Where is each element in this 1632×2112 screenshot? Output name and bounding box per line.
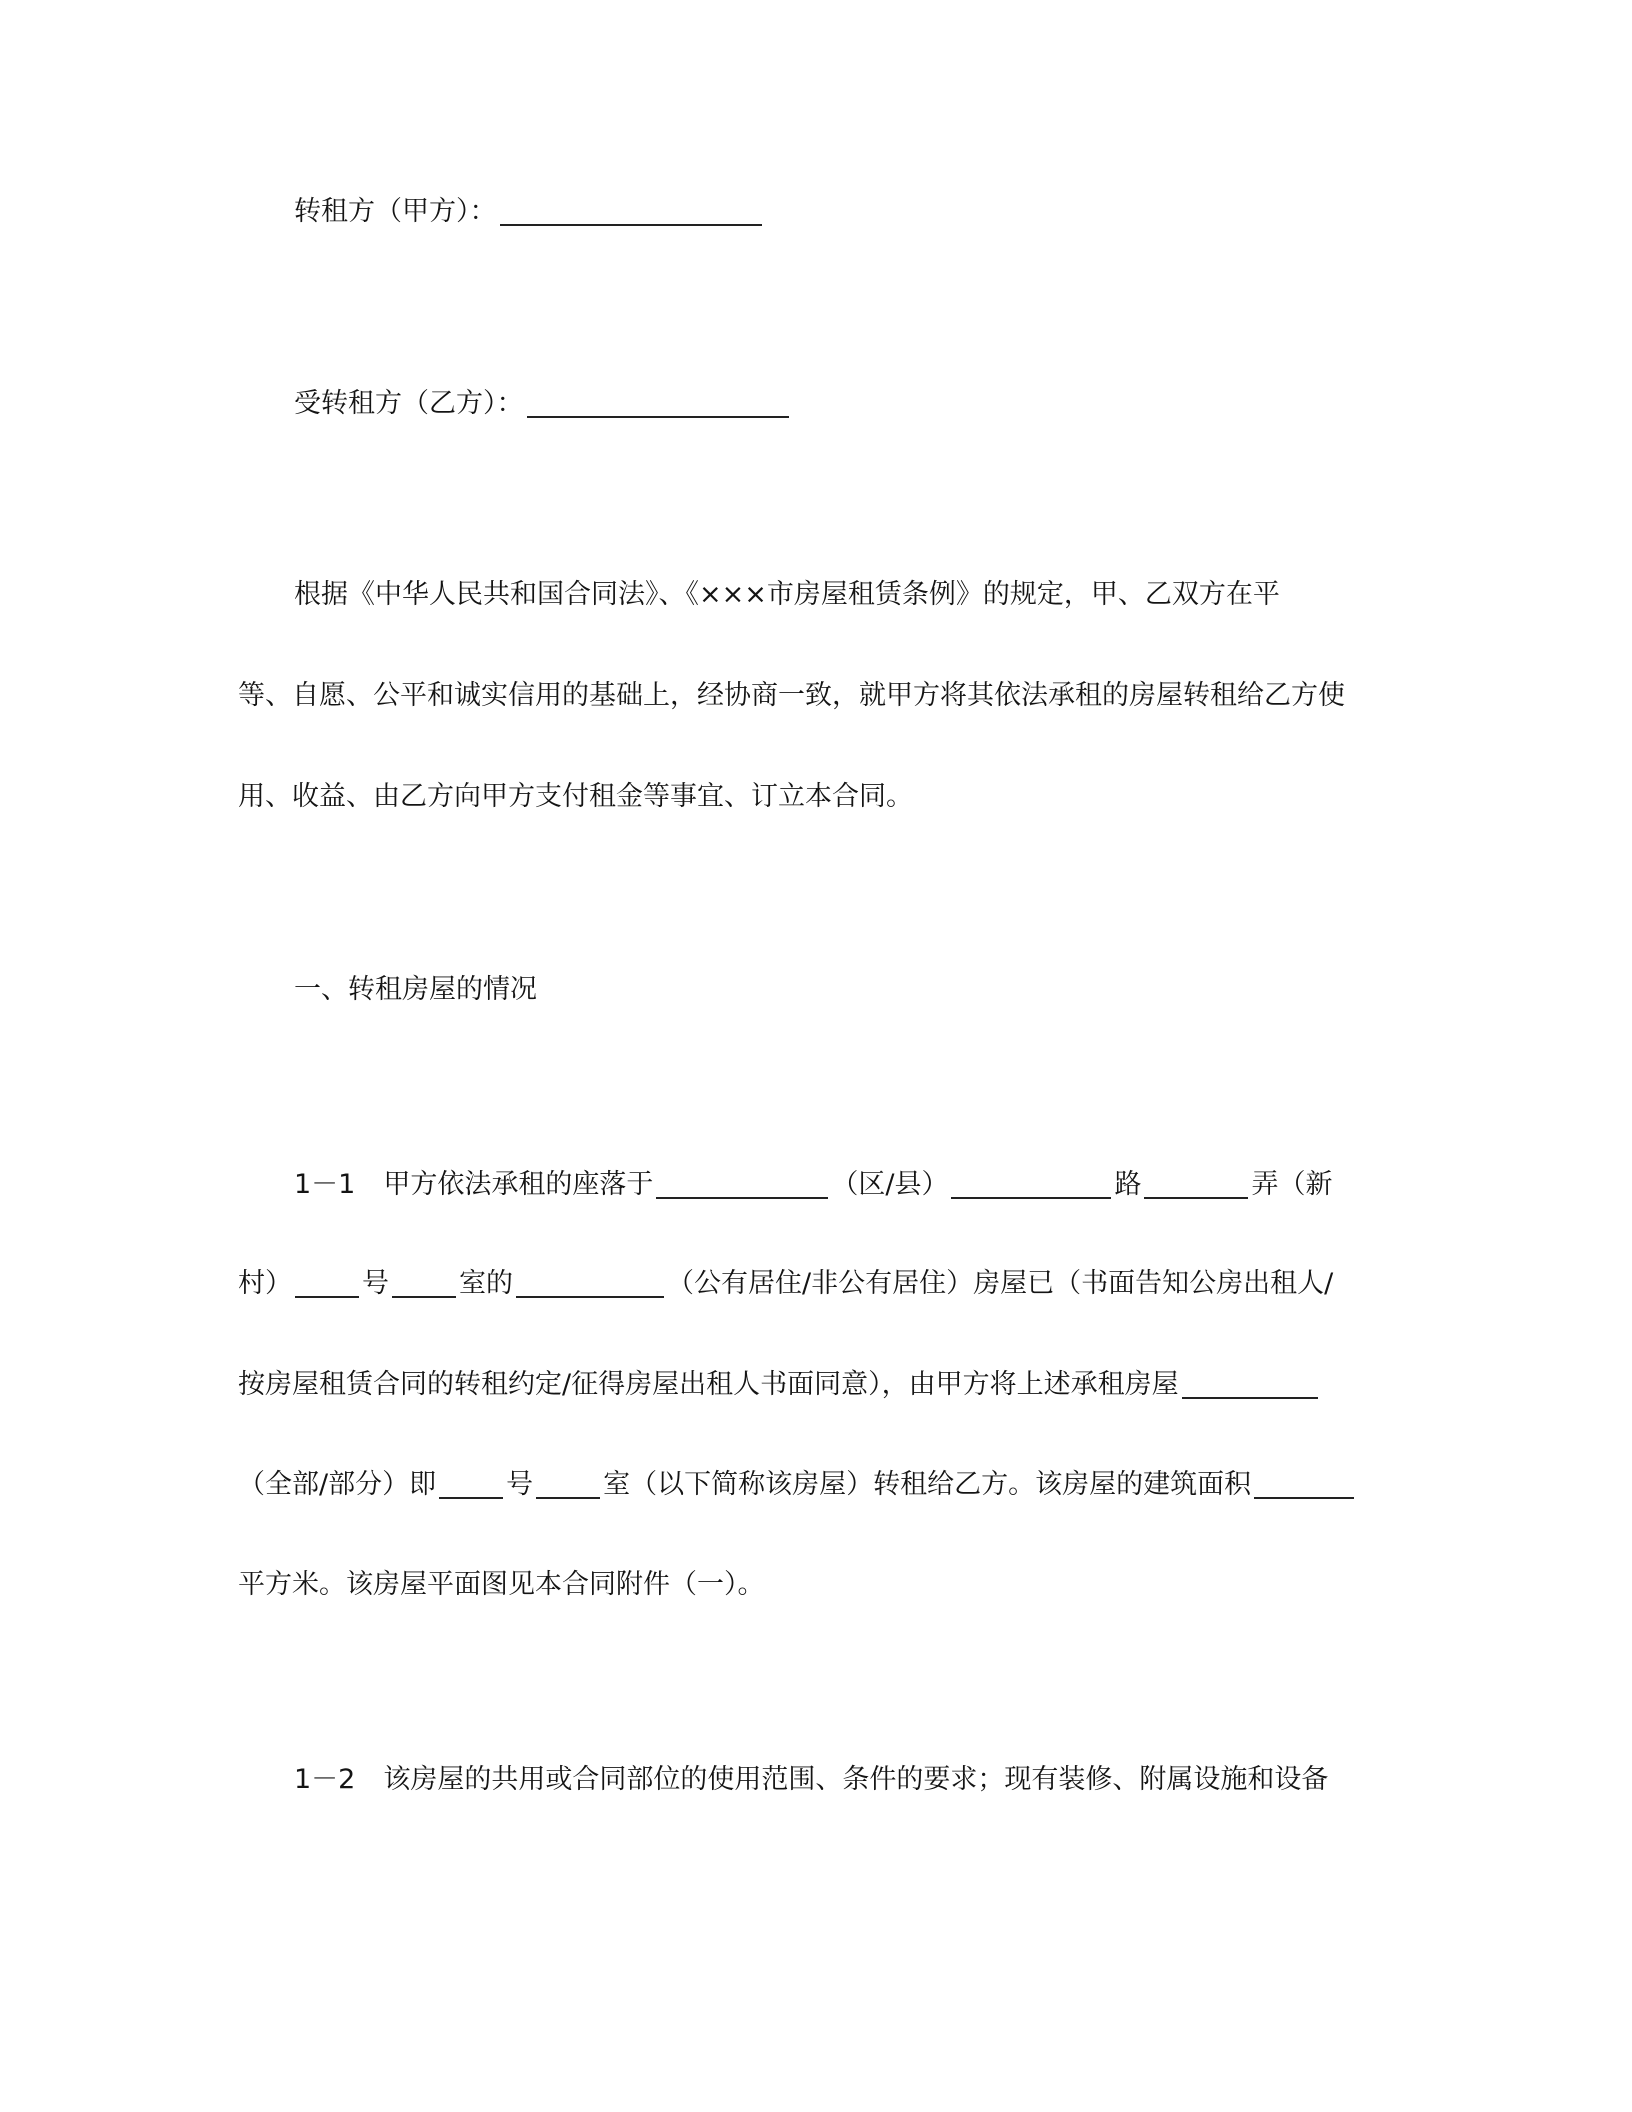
sublet-scope-blank[interactable]	[1182, 1365, 1318, 1399]
building-number-blank[interactable]	[295, 1264, 359, 1298]
clause-1-1-text-g: 室的	[459, 1268, 513, 1299]
sublet-room-blank[interactable]	[536, 1465, 600, 1499]
clause-1-1-text-k: 号	[506, 1469, 534, 1500]
clause-1-1-line-5: 平方米。该房屋平面图见本合同附件（一）。	[238, 1569, 765, 1600]
district-blank[interactable]	[656, 1165, 828, 1199]
clause-1-2-number: 1－2	[294, 1764, 356, 1795]
section-1-heading: 一、转租房屋的情况	[294, 974, 537, 1005]
clause-1-1-text-c: 路	[1114, 1169, 1142, 1200]
sublessee-label: 受转租方（乙方）：	[294, 388, 524, 419]
clause-1-2-text: 该房屋的共用或合同部位的使用范围、条件的要求；现有装修、附属设施和设备	[383, 1764, 1329, 1795]
clause-1-1-text-f: 号	[362, 1268, 389, 1299]
sublessor-name-blank[interactable]	[500, 192, 762, 226]
clause-1-1-line-2	[238, 1264, 1333, 1304]
sublessor-line	[294, 192, 765, 232]
room-number-blank[interactable]	[392, 1264, 456, 1298]
clause-1-1-line-4	[238, 1465, 1357, 1505]
road-blank[interactable]	[951, 1165, 1111, 1199]
clause-1-2-line-1	[294, 1760, 1328, 1800]
clause-1-1-text-j: （全部/部分）即	[238, 1469, 437, 1500]
clause-1-1-text-h: （公有居住/非公有居住）房屋已（书面告知公房出租人/	[667, 1268, 1334, 1299]
clause-1-1-line-1	[294, 1165, 1332, 1205]
preamble-line-3: 用、收益、由乙方向甲方支付租金等事宜、订立本合同。	[238, 781, 913, 812]
lane-blank[interactable]	[1144, 1165, 1248, 1199]
clause-1-1-text-d: 弄（新	[1251, 1169, 1333, 1200]
floor-area-blank[interactable]	[1254, 1465, 1354, 1499]
clause-1-1-text-a: 甲方依法承租的座落于	[383, 1169, 654, 1200]
sublessee-line	[294, 384, 792, 424]
housing-type-blank[interactable]	[516, 1264, 664, 1298]
preamble-line-2: 等、自愿、公平和诚实信用的基础上，经协商一致，就甲方将其依法承租的房屋转租给乙方使	[238, 680, 1345, 711]
clause-1-1-text-i: 按房屋租赁合同的转租约定/征得房屋出租人书面同意），由甲方将上述承租房屋	[238, 1369, 1179, 1400]
clause-1-1-line-3	[238, 1365, 1321, 1405]
sublessor-label: 转租方（甲方）：	[294, 196, 497, 227]
sublessee-name-blank[interactable]	[527, 384, 789, 418]
clause-1-1-number: 1－1	[294, 1169, 356, 1200]
preamble-line-1: 根据《中华人民共和国合同法》、《×××市房屋租赁条例》的规定，甲、乙双方在平	[294, 579, 1280, 610]
sublet-building-blank[interactable]	[439, 1465, 503, 1499]
clause-1-1-text-e: 村）	[238, 1268, 292, 1299]
clause-1-1-text-l: 室（以下简称该房屋）转租给乙方。该房屋的建筑面积	[603, 1469, 1252, 1500]
clause-1-1-text-b: （区/县）	[831, 1169, 949, 1200]
